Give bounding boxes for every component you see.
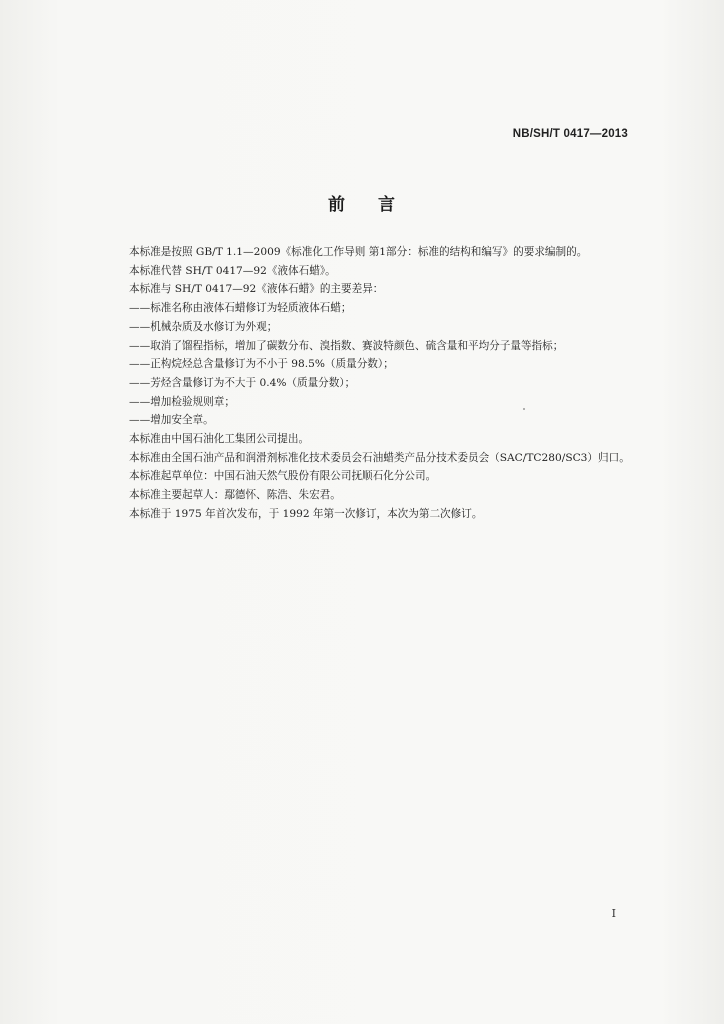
foreword-body [108,243,630,524]
page-title [0,190,724,215]
list-item-inspection: ——增加检验规则章； [129,395,235,408]
paragraph-drafters: 本标准主要起草人：鄢德怀、陈浩、朱宏君。 [129,489,341,502]
paragraph-proposed-by: 本标准由中国石油化工集团公司提出。 [129,433,310,446]
list-item-indices: ——取消了馏程指标，增加了碳数分布、溴指数、赛波特颜色、硫含量和平均分子量等指标； [129,339,564,352]
scan-speck [523,408,525,410]
list-item-appearance: ——机械杂质及水修订为外观； [129,320,278,333]
paragraph-main-differences: 本标准与 SH/T 0417—92《液体石蜡》的主要差异： [129,283,384,296]
paragraph-drafting-unit: 本标准起草单位：中国石油天然气股份有限公司抚顺石化分公司。 [129,470,437,483]
paragraph-history: 本标准于 1975 年首次发布，于 1992 年第一次修订，本次为第二次修订。 [129,507,483,520]
list-item-n-alkane: ——正构烷烃总含量修订为不小于 98.5%（质量分数）； [129,358,394,371]
page-number: I [611,907,616,920]
paragraph-technical-committee: 本标准由全国石油产品和润滑剂标准化技术委员会石油蜡类产品分技术委员会（SAC/TC280/SC3）归口。 [129,451,630,464]
title-char-1: 前 [328,195,346,215]
list-item-name-change: ——标准名称由液体石蜡修订为轻质液体石蜡； [129,302,352,315]
list-item-aromatics: ——芳烃含量修订为不大于 0.4%（质量分数）； [129,376,356,389]
paragraph-drafting-rules: 本标准是按照 GB/T 1.1—2009《标准化工作导则 第1部分：标准的结构和编写》的要求编制的。 [129,246,588,258]
title-char-2: 言 [378,195,396,215]
paragraph-replaces: 本标准代替 SH/T 0417—92《液体石蜡》。 [129,264,336,277]
list-item-safety: ——增加安全章。 [129,414,214,427]
standard-code: NB/SH/T 0417—2013 [512,128,628,140]
